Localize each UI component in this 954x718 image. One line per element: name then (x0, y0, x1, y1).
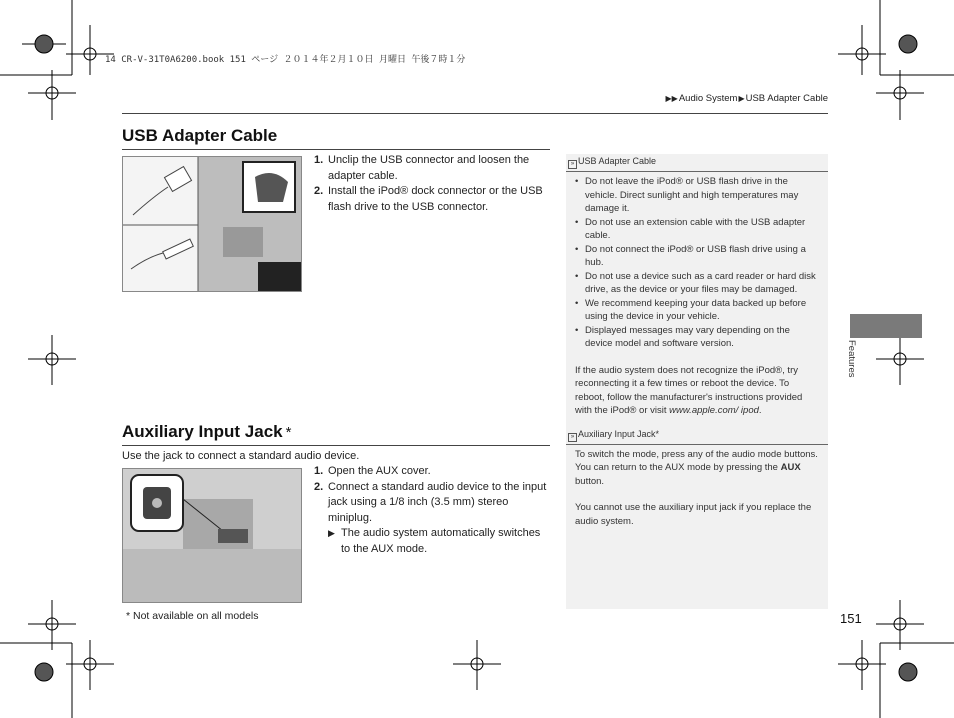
apple-link[interactable]: www.apple.com/ ipod (669, 405, 759, 416)
sidebar-usb-heading: » USB Adapter Cable (566, 154, 828, 172)
aux-steps (314, 464, 552, 557)
aux-intro: Use the jack to connect a standard audio device. (122, 450, 360, 462)
arrow-icon: ▶ (738, 94, 745, 103)
sidebar-usb-bullets (575, 175, 818, 351)
note-arrow-icon: ▶ (328, 528, 335, 538)
header-rule (122, 113, 828, 114)
sidebar-aux-para2: You cannot use the auxiliary input jack if you replace the audio system. (575, 502, 812, 527)
page-number: 151 (840, 611, 862, 626)
sidebar-notes (566, 154, 828, 609)
usb-step-2: 2. Install the iPod® dock connector or the USB flash drive to the USB connector. (314, 185, 543, 213)
usb-illustration (122, 156, 302, 292)
list-item: • Do not use a device such as a card reader or hard disk drive, as the device or your files may be damaged. (575, 270, 818, 297)
breadcrumb-part1[interactable]: Audio System (678, 93, 738, 104)
sidebar-aux-body (566, 445, 828, 529)
breadcrumb-part2[interactable]: USB Adapter Cable (745, 93, 828, 104)
double-arrow-icon: ▶▶ (665, 94, 678, 103)
sidebar-usb-paragraph: If the audio system does not recognize the iPod®, try reconnecting it a few times or reboot the device. To reboot, follow the manufacturer's instructions provided with the iPod® or visit www.apple.com/ ipod. (575, 364, 803, 416)
section-tab[interactable] (850, 314, 922, 338)
aux-title-rule (122, 445, 550, 446)
usb-steps (314, 153, 552, 215)
list-item: • We recommend keeping your data backed up before using the device in your vehicle. (575, 297, 818, 324)
list-item: • Do not leave the iPod® or USB flash drive in the vehicle. Direct sunlight and high temperatures may damage it. (575, 175, 818, 216)
usb-title-rule (122, 149, 550, 150)
note-box-icon: » (568, 160, 577, 169)
sidebar-usb-body (566, 172, 828, 418)
aux-step-1: 1. Open the AUX cover. (314, 465, 431, 477)
usb-section-title: USB Adapter Cable (122, 126, 278, 145)
aux-illustration (122, 468, 302, 603)
sidebar-aux-heading: » Auxiliary Input Jack* (566, 427, 828, 445)
list-item: • Do not connect the iPod® or USB flash drive using a hub. (575, 243, 818, 270)
usb-cable-image (123, 157, 301, 291)
aux-jack-image (123, 469, 301, 602)
note-box-icon: » (568, 433, 577, 442)
breadcrumb (665, 93, 828, 104)
print-info: 14 CR-V-31T0A6200.book 151 ページ ２０１４年２月１０日 月曜日 午後７時１分 (105, 55, 466, 65)
sidebar-aux-para1: To switch the mode, press any of the audio mode buttons. You can return to the AUX mode by pressing the AUX button. (575, 448, 818, 487)
section-tab-label: Features (846, 340, 857, 378)
list-item: • Do not use an extension cable with the USB adapter cable. (575, 216, 818, 243)
usb-step-1: 1. Unclip the USB connector and loosen the adapter cable. (314, 154, 530, 182)
footnote: * Not available on all models (126, 610, 259, 622)
aux-note: ▶ The audio system automatically switches to the AUX mode. (314, 526, 552, 557)
list-item: • Displayed messages may vary depending on the device model and software version. (575, 324, 818, 351)
aux-step-2: 2. Connect a standard audio device to the input jack using a 1/8 inch (3.5 mm) stereo miniplug. (314, 480, 547, 524)
aux-section-title: Auxiliary Input Jack * (122, 422, 292, 441)
